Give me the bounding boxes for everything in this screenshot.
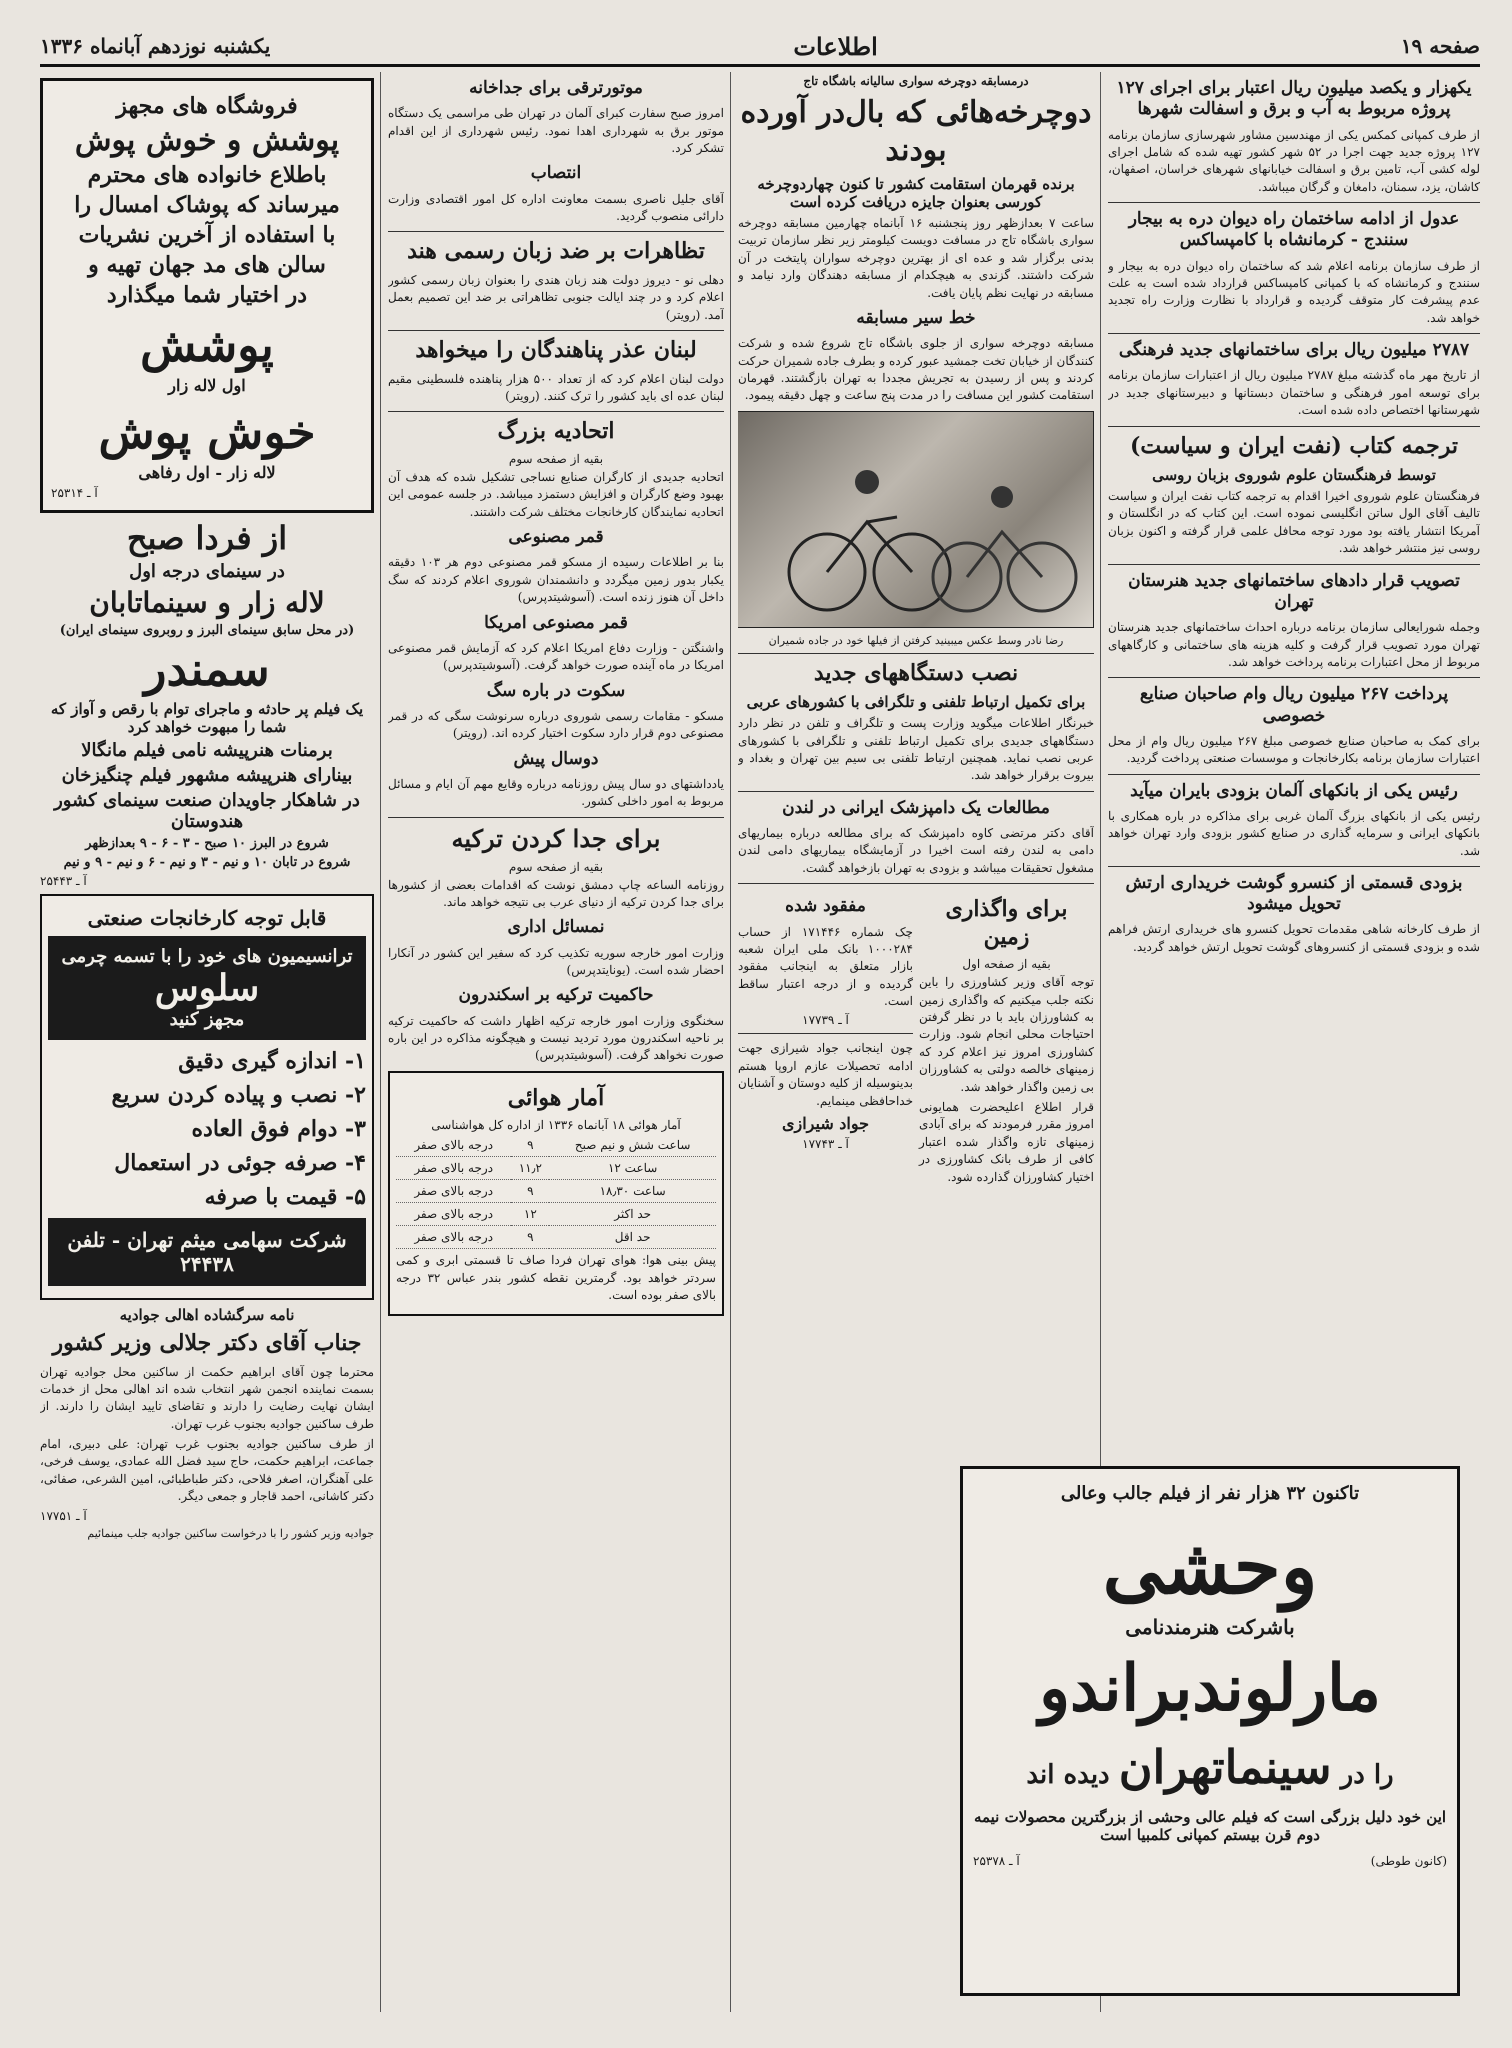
article-body: آقای دکتر مرتضی کاوه دامپزشک که برای مطالعه درباره بیماریهای دامی به لندن رفته است اخیرا در آزمایشگاه بیماریهای دامی لندن مشغول تحقیقات میباشد و بزودی به تهران بازخواهد گشت. [738, 826, 1094, 875]
headline: بزودی قسمتی از کنسرو گوشت خریداری ارتش تحویل میشود [1125, 872, 1463, 915]
weather-table [396, 1134, 716, 1249]
ad-store-address: لاله زار - اول رفاهی [138, 463, 276, 482]
continued-note: بقیه از صفحه اول [962, 957, 1051, 972]
column-rule [380, 72, 381, 2012]
article-body: از طرف کارخانه شاهی مقدمات تحویل کنسرو های خریداری ارتش فراهم شده و بزودی قسمتی از کنسروهای گوشت تحویل ارتش خواهد گردید. [1108, 922, 1480, 954]
article-body: روزنامه الساعه چاپ دمشق نوشت که اقدامات بعضی از کشورها برای جدا کردن ترکیه از دنیای عرب بی نتیجه خواهد ماند. [388, 877, 724, 909]
headline: حاکمیت ترکیه بر اسکندرون [458, 985, 654, 1006]
issue-date: یکشنبه نوزدهم آبانماه ۱۳۳۶ [40, 34, 271, 58]
article-body: قرار اطلاع اعلیحضرت همایونی امروز مقرر فرمودند که برای آبادی زمینهای تازه واگذار شده اعتبار کافی از طرف بانک کشاورزی در اختیار کشاورزان گذارده شود. [919, 1099, 1094, 1184]
headline: انتصاب [530, 163, 582, 184]
land-article [919, 890, 1094, 1189]
headline: ترجمه کتاب (نفت ایران و سیاست) [1130, 432, 1458, 459]
column-left [40, 72, 374, 2012]
ad-line: در اختیار شما میگذارد [106, 282, 308, 308]
headline: نمسائل اداری [507, 917, 605, 938]
ad-showtimes: شروع در تابان ۱۰ و نیم - ۳ و نیم - ۶ و نیم - ۹ و نیم [63, 855, 351, 870]
ad-line: در سینمای درجه اول [129, 561, 285, 582]
article-body: ساعت ۷ بعدازظهر روز پنجشنبه ۱۶ آبانماه چهارمین مسابقه دوچرخه سواری باشگاه تاج در مسافت دویست کیلومتر زیر نظر سازمان تربیت بدنی برگزار شد و عده ای از بهترین دوچرخه سواران پایتخت در آن شرکت داشتند. گزندی به هیچکدام از مسابقه دهندگان وارد نیامد و مسابقه در نهایت نظم پایان یافت. [738, 216, 1094, 300]
notice-signature: جواد شیرازی [781, 1114, 870, 1134]
ad-belt [40, 894, 374, 1300]
headline: دوسال پیش [513, 748, 599, 769]
article-body: وجمله شورایعالی سازمان برنامه درباره احداث ساختمانهای جدید هنرستان تهران مورد تصویب قرار گرفت و کلیه هزینه های ساختمانی و کارگاههای مربوط از محل اعتبارات برنامه پرداخت خواهد شد. [1108, 620, 1480, 669]
article-body: خبرنگار اطلاعات میگوید وزارت پست و تلگراف و تلفن در نظر دارد دستگاههای جدیدی برای تکمیل ارتباط تلفنی و تلگرافی با کشورهای عربی نصب نماید. همچنین ارتباط تلفنی بی سیم بین تهران و بغداد و بیروت برقرار خواهد شد. [738, 716, 1094, 783]
weather-value: ۱۲ [511, 1203, 549, 1226]
article-body: فرهنگستان علوم شوروی اخیرا اقدام به ترجمه کتاب نفت ایران و سیاست تالیف آقای الول ساتن انگلیسی نموده است. این کتاب که در انگلستان و آمریکا انتشار یافته بود مورد توجه محافل علمی قرار گرفته و اکنون بزبان روسی نیز منتشر خواهد شد. [1108, 489, 1480, 556]
weather-label: حد اقل [549, 1226, 716, 1249]
ad-feature-item: ۳- دوام فوق العاده [191, 1116, 366, 1142]
weather-value: ۹ [511, 1180, 549, 1203]
bicycle-icon [738, 412, 1093, 627]
ad-line: در شاهکار جاویدان صنعت سینمای کشور هندوستان [54, 790, 360, 832]
weather-row [396, 1226, 716, 1249]
headline: مفقود شده [785, 896, 866, 917]
weather-forecast: پیش بینی هوا: هوای تهران فردا صاف تا قسمتی ابری و کمی سردتر خواهد بود. گرمترین نقطه کشور بندر عباس ۳۲ درجه بالای صفر بوده است. [396, 1253, 716, 1303]
ad-banner-line: مجهز کنید [169, 1009, 245, 1030]
weather-row [396, 1180, 716, 1203]
column-rule [730, 72, 731, 2012]
ad-tag: (کانون طوطی) [1370, 1854, 1447, 1868]
section-heading: خط سیر مسابقه [856, 307, 976, 328]
headline: مطالعات یک دامپزشک ایرانی در لندن [782, 797, 1050, 818]
weather-intro: آمار هوائی ۱۸ آبانماه ۱۳۳۶ از اداره کل هواشناسی [431, 1118, 681, 1133]
ad-star-name: مارلوندبراندو [1039, 1651, 1381, 1726]
weather-value: ۹ [511, 1134, 549, 1157]
ad-banner [48, 936, 366, 1040]
two-column-block [738, 890, 1094, 1189]
headline: قمر مصنوعی [508, 527, 604, 548]
headline: ۲۷۸۷ میلیون ریال برای ساختمانهای جدید فرهنگی [1118, 340, 1470, 361]
kicker: نامه سرگشاده اهالی جوادیه [119, 1306, 295, 1324]
continued-note: بقیه از صفحه سوم [508, 859, 604, 874]
ad-clothing-store [40, 78, 374, 513]
ad-feature-item: ۵- قیمت با صرفه [204, 1184, 366, 1210]
subheadline: برای تکمیل ارتباط تلفنی و تلگرافی با کشورهای عربی [746, 693, 1086, 712]
paper-name: اطلاعات [793, 31, 878, 61]
ad-brand: سلوس [154, 967, 260, 1009]
article-body: بنا بر اطلاعات رسیده از مسکو قمر مصنوعی دوم هر ۱۰۳ دقیقه یکبار بدور زمین میگردد و دانشمندان شوروی اعلام کردند که سگ داخل آن هنوز زنده است. (آسوشیتدپرس) [388, 555, 724, 605]
masthead [40, 28, 1480, 67]
continued-note: بقیه از صفحه سوم [508, 451, 604, 466]
column-center-left [388, 72, 724, 2012]
weather-title: آمار هوائی [507, 1084, 605, 1111]
ad-line: تاکنون ۳۲ هزار نفر از فیلم جالب وعالی [1060, 1483, 1360, 1504]
article-body: آقای جلیل ناصری بسمت معاونت اداره کل امور اقتصادی وزارت دارائی منصوب گردید. [388, 191, 724, 224]
headline: رئیس یکی از بانکهای آلمان بزودی بایران میآید [1130, 780, 1458, 801]
weather-label: ساعت ۱۲ [549, 1157, 716, 1180]
weather-value: ۱۱٫۲ [511, 1157, 549, 1180]
ad-line: باشرکت هنرمندنامی [1125, 1615, 1295, 1639]
ad-code: آ ـ ۲۵۳۷۸ [973, 1854, 1020, 1868]
ad-line: قابل توجه کارخانجات صنعتی [87, 906, 327, 930]
ad-film-title: وحشی [1102, 1522, 1318, 1611]
article-body: وزارت امور خارجه سوریه تکذیب کرد که سفیر این کشور در آنکارا احضار شده است. (یونایتدپرس) [388, 945, 724, 978]
ad-store-address: اول لاله زار [168, 376, 246, 395]
letter-body: از طرف ساکنین جوادیه بجنوب غرب تهران: علی دبیری، امام جماعت، ابراهیم حکمت، حاج سید فضل الله عمادی، یوسف فرخی، علی آهنگران، اصغر فلاحی، دکتر طباطبائی، امین الشرعی، صفائی، دکتر کاشانی، احمد قاجار و جمعی دیگر. [40, 1437, 374, 1504]
ad-code: آ ـ ۲۵۳۱۴ [51, 486, 98, 500]
ad-feature-item: ۲- نصب و پیاده کردن سریع [111, 1082, 366, 1108]
weather-label: حد اکثر [549, 1203, 716, 1226]
ad-line: پوشش و خوش پوش [74, 123, 340, 158]
headline: تصویب قرار دادهای ساختمانهای جدید هنرستان تهران [1128, 570, 1460, 612]
ad-description: این خود دلیل بزرگی است که فیلم عالی وحشی از بزرگترین محصولات نیمه دوم قرن بیستم کمپانی کلمبیا است [973, 1808, 1447, 1844]
article-body: دهلی نو - دیروز دولت هند زبان هندی را بعنوان زبان رسمی کشور اعلام کرد و در چند ایالت جنوبی تظاهراتی بر ضد این تصمیم بعمل آمد. (رویتر) [388, 272, 724, 322]
notice-code: آ ـ ۱۷۷۳۹ [802, 1013, 849, 1028]
weather-unit: درجه بالای صفر [396, 1203, 511, 1226]
weather-label: ساعت ۱۸٫۳۰ [549, 1180, 716, 1203]
article-body: توجه آقای وزیر کشاورزی را باین نکته جلب میکنیم که واگذاری زمین به کشاورزان باید با در نظر گرفتن احتیاجات محلی انجام شود. وزارت کشاورزی امروز نیز اعلام کرد که زمینهای خالصه دولتی به کشاورزان بی زمین واگذار خواهد شد. [919, 975, 1094, 1094]
headline: قمر مصنوعی امریکا [484, 612, 628, 633]
ad-line: سالن های مد جهان تهیه و [88, 252, 326, 278]
ad-store-name: پوشش [140, 318, 274, 372]
ad-showtimes: شروع در البرز ۱۰ صبح - ۳ - ۶ - ۹ بعدازظهر [85, 836, 329, 851]
weather-value: ۹ [511, 1226, 549, 1249]
weather-row [396, 1134, 716, 1157]
notice-body: چون اینجانب جواد شیرازی جهت ادامه تحصیلات عازم اروپا هستم بدینوسیله از کلیه دوستان و آشنایان خداحافظی مینمایم. [738, 1041, 913, 1108]
weather-box [388, 1071, 724, 1316]
headline: اتحادیه بزرگ [497, 418, 615, 445]
subheadline: برنده قهرمان استقامت کشور تا کنون چهاردوچرخه کورسی بعنوان جایزه دریافت کرده است [757, 175, 1075, 211]
ad-feature-list [48, 1048, 366, 1210]
ad-line: باطلاع خانواده های محترم [87, 162, 327, 188]
article-body: اتحادیه جدیدی از کارگران صنایع نساجی تشکیل شده که هدف آن بهبود وضع کارگران و افزایش دستمزد میباشد. در جلسه عمومی این اتحادیه نمایندگان کارخانجات مختلف شرکت داشتند. [388, 469, 724, 519]
ad-line: (در محل سابق سینمای البرز و روبروی سینمای ایران) [59, 623, 355, 638]
ad-banner-line: ترانسیمیون های خود را با تسمه چرمی [61, 946, 353, 967]
weather-row [396, 1157, 716, 1180]
notices [738, 890, 913, 1189]
article-body: مسکو - مقامات رسمی شوروی درباره سرنوشت سگی که در قمر مصنوعی دوم قرار دارد سکوت اختیار کرده اند. (رویتر) [388, 708, 724, 741]
ad-line: بینارای هنرپیشه مشهور فیلم چنگیزخان [61, 765, 353, 786]
column-right [1108, 72, 1480, 1452]
weather-unit: درجه بالای صفر [396, 1157, 511, 1180]
ad-cinema-name: سینماتهران [1118, 1740, 1332, 1794]
ad-line: فروشگاه های مجهز [116, 93, 298, 119]
ad-text: دیده اند [1026, 1760, 1110, 1790]
ad-feature-item: ۴- صرفه جوئی در استعمال [114, 1150, 366, 1176]
ad-text: را در [1340, 1760, 1394, 1790]
ad-feature-item: ۱- اندازه گیری دقیق [178, 1048, 366, 1074]
article-body: سخنگوی وزارت امور خارجه ترکیه اظهار داشت که حاکمیت ترکیه بر ناحیه اسکندرون مورد تردید نیست و هیچگونه مذاکره در این باره صورت نخواهد گرفت. (آسوشیتدپرس) [388, 1013, 724, 1063]
article-body: از طرف کمپانی کمکس یکی از مهندسین مشاور شهرسازی سازمان برنامه ۱۲۷ پروژه جدید جهت اجرا در ۵۲ شهر کشور تهیه شده که شامل اجرای لوله کشی آب، تامین برق و اسفالت خیابانهای شهرهای خراسان، اصفهان، کاشان، یزد، سمنان، دامغان و گرگان میباشد. [1108, 127, 1480, 194]
article-body: از طرف سازمان برنامه اعلام شد که ساختمان راه دیوان دره به بیجار و سنندج و کرمانشاه که با کمپانی کامپساکس قرارداد شده است به علت عدم پیشرفت کار متوقف گردیده و قرارداد با نظارت وزارت راه تجدید خواهد شد. [1108, 258, 1480, 325]
ad-store-name: خوش پوش [98, 405, 316, 459]
article-body: یادداشتهای دو سال پیش روزنامه درباره وقایع مهم آن ایام و مسائل مربوط به امور داخلی کشور. [388, 776, 724, 809]
weather-unit: درجه بالای صفر [396, 1180, 511, 1203]
open-letter [40, 1306, 374, 1542]
headline: موتورترقی برای جداخانه [469, 78, 643, 98]
weather-unit: درجه بالای صفر [396, 1226, 511, 1249]
cyclists-photo [738, 411, 1094, 628]
letter-body: محترما چون آقای ابراهیم حکمت از ساکنین محل جوادیه تهران بسمت نماینده انجمن شهر انتخاب شده اند اهالی محل از خدمات ایشان نهایت رضایت را دارند و تقاضای تایید ایشان را دارند. از طرف ساکنین جوادیه بجنوب غرب تهران. [40, 1364, 374, 1431]
weather-label: ساعت شش و نیم صبح [549, 1134, 716, 1157]
headline: سکوت در باره سگ [486, 680, 626, 701]
headline: تظاهرات بر ضد زبان رسمی هند [407, 238, 705, 265]
headline: لبنان عذر پناهندگان را میخواهد [415, 337, 697, 364]
ad-line: با استفاده از آخرین نشریات [78, 222, 336, 248]
ad-film-title: سمندر [144, 642, 270, 696]
ad-company: شرکت سهامی میثم تهران - تلفن ۲۴۴۳۸ [48, 1218, 366, 1286]
ad-code: آ ـ ۲۵۴۴۳ [40, 874, 87, 888]
notice-code: آ ـ ۱۷۷۴۳ [802, 1137, 849, 1152]
page-number: صفحه ۱۹ [1400, 34, 1480, 58]
kicker: درمسابقه دوچرخه سواری سالیانه باشگاه تاج [803, 74, 1029, 88]
ad-line: یک فیلم پر حادثه و ماجرای توام با رقص و آواز که شما را مبهوت خواهد کرد [50, 700, 364, 736]
headline: برای جدا کردن ترکیه [451, 823, 661, 853]
ad-line: از فردا صبح [126, 519, 288, 557]
article-body: از تاریخ مهر ماه گذشته مبلغ ۲۷۸۷ میلیون ریال از اعتبارات سازمان برنامه برای توسعه امور فرهنگی و ساختمان دبستانها و دبیرستانهای جدید در شهرستانها اختصاص داده شده است. [1108, 368, 1480, 418]
headline: جناب آقای دکتر جلالی وزیر کشور [52, 1330, 362, 1356]
article-body: دولت لبنان اعلام کرد که از تعداد ۵۰۰ هزار پناهنده فلسطینی مقیم لبنان عده ای باید کشور را ترک کنند. (رویتر) [388, 371, 724, 404]
article-body: واشنگتن - وزارت دفاع امریکا اعلام کرد که آزمایش قمر مصنوعی امریکا در ماه آینده صورت خواهد گرفت. (آسوشیتدپرس) [388, 640, 724, 673]
headline: برای واگذاری زمین [945, 896, 1068, 950]
article-body: رئیس یکی از بانکهای بزرگ آلمان غربی برای مذاکره در باره همکاری با بانکهای ایرانی و سرمایه گذاری در صنایع کشور بزودی وارد تهران خواهد شد. [1108, 808, 1480, 858]
ad-cinema-samandar [40, 519, 374, 888]
weather-row [396, 1203, 716, 1226]
letter-footer: جوادیه وزیر کشور را با درخواست ساکنین جوادیه جلب مینمائیم [87, 1526, 374, 1540]
ad-line: میرساند که پوشاک امسال را [74, 192, 340, 218]
headline: عدول از ادامه ساختمان راه دیوان دره به بیجار سنندج - کرمانشاه با کامپساکس [1128, 209, 1460, 251]
article-body: امروز صبح سفارت کبرای آلمان در تهران طی مراسمی یک دستگاه موتور برق به شهرداری اهدا نمود. رئیس شهرداری از این اقدام تشکر کرد. [388, 106, 724, 156]
ad-line: برمنات هنرپیشه نامی فیلم مانگالا [81, 740, 333, 761]
ad-code: آ ـ ۱۷۷۵۱ [40, 1508, 87, 1523]
column-center-right [738, 72, 1094, 2012]
ad-line: لاله زار و سینماتابان [89, 586, 325, 619]
headline: یکهزار و یکصد میلیون ریال اعتبار برای اجرای ۱۲۷ پروژه مربوط به آب و برق و اسفالت شهرها [1116, 78, 1472, 120]
subheadline: توسط فرهنگستان علوم شوروی بزبان روسی [1152, 466, 1436, 485]
article-body: برای کمک به صاحبان صنایع خصوصی مبلغ ۲۶۷ میلیون ریال وام از محل اعتبارات سازمان برنامه بکارخانجات و موسسات صنعتی پرداخت گردید. [1108, 733, 1480, 766]
notice-body: چک شماره ۱۷۱۴۴۶ از حساب ۱۰۰۰۲۸۴ بانک ملی ایران شعبه بازار متعلق به اینجانب مفقود گردیده و از درجه اعتبار ساقط است. [738, 924, 913, 1009]
headline: پرداخت ۲۶۷ میلیون ریال وام صاحبان صنایع خصوصی [1139, 684, 1449, 726]
article-body: مسابقه دوچرخه سواری از جلوی باشگاه تاج شروع شده و شرکت کنندگان از خیابان تخت جمشید عبور کرده و بطرف جاده شمیران حرکت کردند و پس از رسیدن به تجریش مجددا به تهران بازگشتند. قهرمان استقامت کشور این مسافت را در مدت پنج ساعت و چهل دقیقه پیمود. [738, 336, 1094, 403]
weather-unit: درجه بالای صفر [396, 1134, 511, 1157]
main-headline: دوچرخه‌هائی که بال‌در آورده بودند [740, 95, 1092, 168]
photo-caption: رضا نادر وسط عکس میبینید کرفتن از فیلها خود در جاده شمیران [768, 633, 1064, 647]
headline: نصب دستگاههای جدید [813, 659, 1019, 686]
